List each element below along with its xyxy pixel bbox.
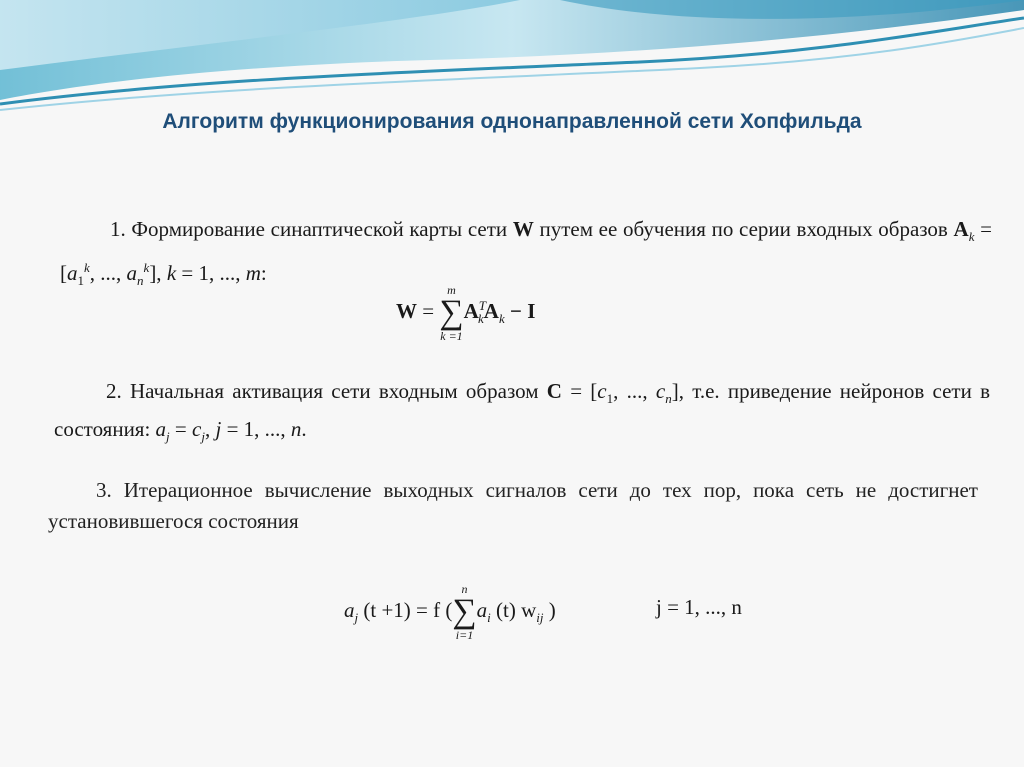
sum-symbol: n ∑ i=1	[452, 582, 477, 642]
sum-symbol: m ∑ k =1	[439, 283, 464, 343]
iteration-index-range: j = 1, ..., n	[656, 595, 742, 619]
weight-matrix-formula: W = m ∑ k =1 $A^T_kA_k - I$	[396, 283, 536, 343]
step-2-paragraph: 2. Начальная активация сети входным образом $C = [c_1$, ..., $c_n$], т.е. приведение нейронов сети в состояния: $a_j = c_j$, j = 1, ..., n.	[54, 379, 990, 445]
iteration-formula: $a_j$ (t +1) = f ( n ∑ i=1 $a_i$ (t) $w_{ij}$ )	[344, 582, 556, 642]
step-3-paragraph: 3. Итерационное вычисление выходных сигналов сети до тех пор, пока сеть не достигнет установившегося состояния	[48, 478, 978, 533]
slide-title: Алгоритм функционирования однонаправленной сети Хопфильда	[162, 110, 862, 133]
step-1-paragraph: 1. Формирование синаптической карты сети W путем ее обучения по серии входных образов $A_k = [a_1^k$, ..., $a_n^k$], k = 1, ..., m:	[60, 217, 993, 289]
